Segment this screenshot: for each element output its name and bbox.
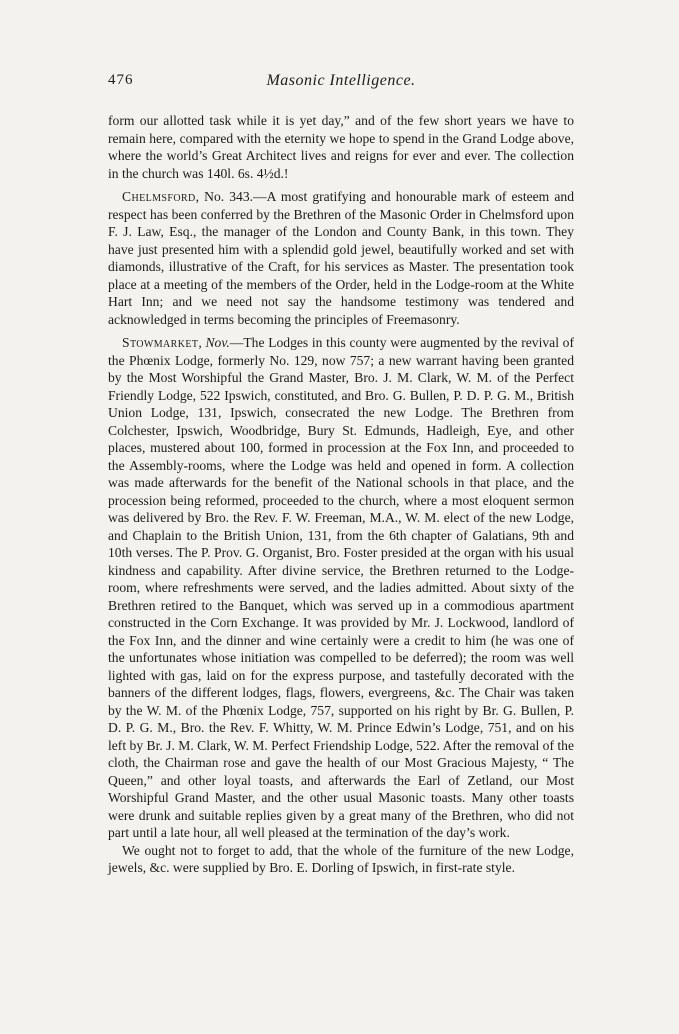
- paragraph-text: form our allotted task while it is yet day,” and of the few short years we have to remain here, compared with the eternity we hope to spend in the Grand Lodge above, where the world’s Great Architect lives and reigns for ever and ever. The collection in the church was 140l. 6s. 4½d.!: [108, 113, 574, 181]
- paragraph-text: , No. 343.—A most gratifying and honourable mark of esteem and respect has been conferred by the Brethren of the Masonic Order in Chelmsford upon F. J. Law, Esq., the manager of the London and County Bank, in this town. They have just presented him with a splendid gold jewel, beautifully worked and set with diamonds, illustrative of the Craft, for his services as Master. The presentation took place at a meeting of the members of the Order, held in the Lodge-room at the White Hart Inn; and we need not say the handsome testimony was tendered and acknowledged in terms becoming the principles of Freemasonry.: [108, 189, 574, 327]
- article-body: [108, 112, 574, 877]
- document-page: [108, 72, 574, 877]
- paragraph-continuation: [108, 112, 574, 182]
- paragraph-text: We ought not to forget to add, that the whole of the furniture of the new Lodge, jewels, &c. were supplied by Bro. E. Dorling of Ipswich, in first-rate style.: [108, 842, 574, 875]
- paragraph-postscript: [108, 842, 574, 877]
- date-note: , Nov.: [198, 335, 230, 350]
- paragraph-stowmarket: [108, 334, 574, 842]
- paragraph-chelmsford: [108, 188, 574, 328]
- paragraph-text: —The Lodges in this county were augmented by the revival of the Phœnix Lodge, formerly No. 129, now 757; a new warrant having been granted by the Most Worshipful the Grand Master, Bro. J. M. Clark, W. M. of the Perfect Friendly Lodge, 522 Ipswich, constituted, and Bro. G. Bullen, P. D. P. G. M., British Union Lodge, 131, Ipswich, consecrated the new Lodge. The Brethren from Colchester, Ipswich, Woodbridge, Bury St. Edmunds, Hadleigh, Eye, and other places, mustered about 100, formed in procession at the Fox Inn, and proceeded to the Assembly-rooms, where the Lodge was held and opened in form. A collection was made afterwards for the benefit of the National schools in that place, and the procession being reformed, proceeded to the church, where a most eloquent sermon was delivered by Bro. the Rev. F. W. Freeman, M.A., W. M. elect of the new Lodge, and Chaplain to the British Union, 131, from the 6th chapter of Galatians, 9th and 10th verses. The P. Prov. G. Organist, Bro. Foster presided at the organ with his usual kindness and capability. After divine service, the Brethren returned to the Lodge-room, where refreshments were served, and the ladies admitted. About sixty of the Brethren retired to the Banquet, which was served up in a commodious apartment constructed in the Corn Exchange. It was provided by Mr. J. Lockwood, landlord of the Fox Inn, and the dinner and wine certainly were a credit to him (he was one of the unfortunates whose initiation was compelled to be deferred); the room was well lighted with gas, laid on for the express purpose, and tastefully decorated with the banners of the different lodges, flags, flowers, evergreens, &c. The Chair was taken by the W. M. of the Phœnix Lodge, 757, supported on his right by Br. G. Bullen, P. D. P. G. M., Bro. the Rev. F. Whitty, W. M. Prince Edwin’s Lodge, 751, and on his left by Br. J. M. Clark, W. M. Perfect Friendship Lodge, 522. After the removal of the cloth, the Chairman rose and gave the health of our Most Gracious Majesty, “ The Queen,” and other loyal toasts, and afterwards the Earl of Zetland, our Most Worshipful Grand Master, and the other usual Masonic toasts. Many other toasts were drunk and suitable replies given by a great many of the Brethren, who did not part until a late hour, all well pleased at the termination of the day’s work.: [108, 335, 574, 840]
- running-title: Masonic Intelligence.: [266, 72, 416, 89]
- page-header: [108, 72, 574, 98]
- page-number: 476: [108, 72, 134, 88]
- place-heading: Stowmarket: [122, 335, 199, 350]
- place-heading: Chelmsford: [122, 189, 196, 204]
